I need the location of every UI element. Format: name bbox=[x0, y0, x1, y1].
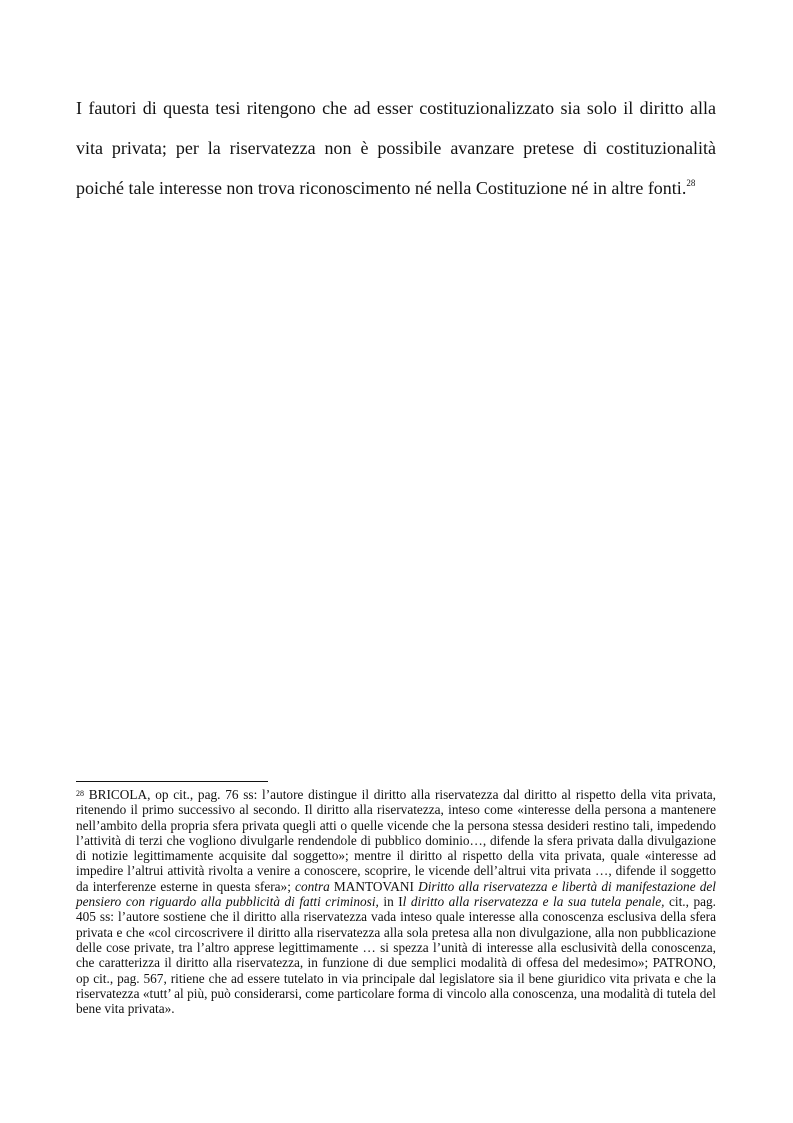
footnote-contra: contra bbox=[295, 878, 330, 894]
footnote-block bbox=[76, 787, 716, 1016]
footnote-marker: 28 bbox=[76, 789, 84, 798]
footnote-text-part-4: cit., pag. 405 ss: l’autore sostiene che il diritto alla riservatezza vada inteso quale interesse alla conoscenza esclusiva della sfera privata e che «col circoscrivere il diritto alla riservatezza alla sola pretesa alla non divulgazione, alla non pubblicazione delle cose private, tra l’altro apprese legittimamente … si spezza l’unità di interesse alla esclusività della conoscenza, che caratterizza il diritto alla riservatezza, in funzione di due semplici modalità di offesa del medesimo»; PATRONO, op cit., pag. 567, ritiene che ad essere tutelato in via principale dal legislatore sia il bene giuridico vita privata e che la riservatezza «tutt’ al più, può considerarsi, come particolare forma di vincolo alla conoscenza, una modalità di tutela del bene vita privata». bbox=[76, 894, 716, 1017]
body-paragraph bbox=[76, 88, 716, 208]
body-paragraph-text: I fautori di questa tesi ritengono che ad esser costituzionalizzato sia solo il diritto alla vita privata; per la riservatezza non è possibile avanzare pretese di costituzionalità poiché tale interesse non trova riconoscimento né nella Costituzione né in altre fonti. bbox=[76, 98, 716, 198]
footnote-text-part-2: MANTOVANI bbox=[329, 878, 419, 894]
footnote-separator bbox=[76, 781, 268, 782]
footnote-cited-title-2: l diritto alla riservatezza e la sua tutela penale, bbox=[402, 894, 665, 910]
footnote-reference: 28 bbox=[686, 178, 696, 188]
main-text-block bbox=[76, 88, 716, 208]
footnote-text-part-1: BRICOLA, op cit., pag. 76 ss: l’autore distingue il diritto alla riservatezza dal diritto al rispetto della vita privata, ritenendo il primo successivo al secondo. Il diritto alla riservatezza, inteso come «interesse della persona a mantenere nell’ambito della propria sfera privata quegli atti o quelle vicende che la persona stessa desideri restino tali, impedendo l’attività di terzi che vogliono divulgarle rendendole di pubblico dominio…, difende la sfera privata dalla divulgazione di notizie legittimamente acquisite dal soggetto»; mentre il diritto al rispetto della vita privata, quale «interesse ad impedire l’altrui attività rivolta a venire a conoscere, scoprire, le vicende dell’altrui vita privata …, difende il soggetto da interferenze esterne in questa sfera»; bbox=[76, 787, 716, 894]
footnote-28 bbox=[76, 787, 716, 1016]
footnote-text-part-3: in I bbox=[378, 894, 403, 910]
footnote-cited-title-1: Diritto alla riservatezza e libertà di manifestazione del pensiero con riguardo alla pubblicità di fatti criminosi, bbox=[76, 878, 716, 910]
